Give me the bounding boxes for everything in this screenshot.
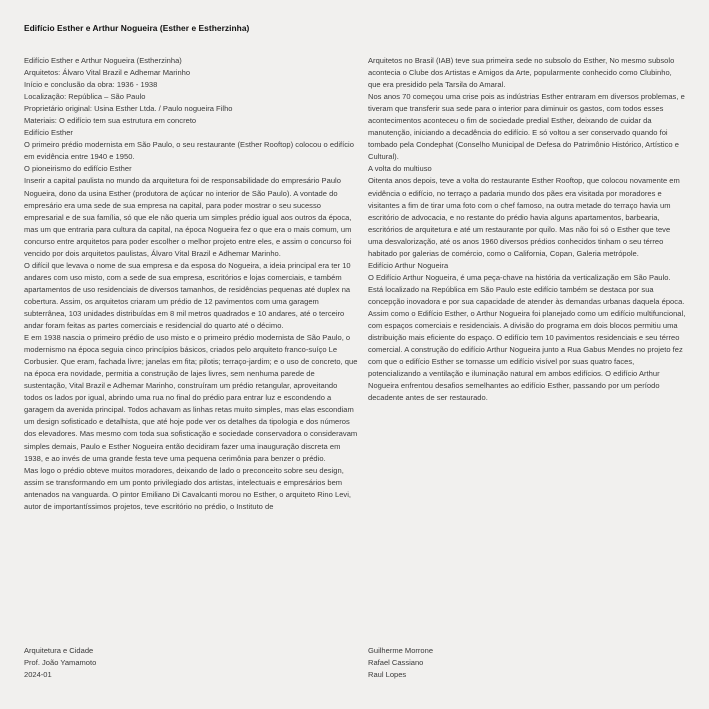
info-title: Edifício Esther e Arthur Nogueira (Estherzinha)	[24, 56, 182, 65]
section-heading: Edifício Esther	[24, 128, 73, 138]
right-text-column	[368, 55, 686, 404]
info-dates: Início e conclusão da obra: 1936 - 1938	[24, 80, 158, 90]
info-architects: Arquitetos: Álvaro Vital Brazil e Adhemar Marinho	[24, 68, 191, 78]
info-materials: Materiais: O edifício tem sua estrutura em concreto	[24, 116, 197, 126]
section-heading: O pioneirismo do edifício Esther	[24, 164, 132, 174]
info-location: Localização: República – São Paulo	[24, 92, 146, 102]
section-heading: Edifício Arthur Nogueira	[368, 260, 449, 270]
paragraph: Arquitetos no Brasil (IAB) teve sua primeira sede no subsolo do Esther, No mesmo subsolo acontecia o Clube dos Artistas e Amigos da Arte, popularmente conhecido como Clubinho, que era presidido pela Tarsila do Amaral.	[368, 56, 675, 90]
paragraph: O Edifício Arthur Nogueira, é uma peça-chave na história da verticalização em São Paulo. Está localizado na República em São Paulo este edifício também se destaca por sua concepção inovadora e por sua capacidade de atender às demandas urbanas daquela época. Assim como o Edifício Esther, o Arthur Nogueira foi planejado como um edifício multifuncional, com espaços comerciais e residenciais. A divisão do programa em dois blocos permitiu uma distribuição mais eficiente do espaço. O edifício tem 10 pavimentos residenciais e seu térreo comercial. A construção do edifício Arthur Nogueira junto a Rua Gabus Mendes no projeto fez com que o edifício Esther se tornasse um edifício visível por suas quatro faces, potencializando a ventilação e iluminação natural em ambos edifícios. O edifício Arthur Nogueira enfrentou desafios semelhantes ao edifício Esther, passando por um período decadente antes de ser restaurado.	[368, 272, 686, 403]
info-owner: Proprietário original: Usina Esther Ltda. / Paulo nogueira Filho	[24, 104, 233, 114]
paragraph: O primeiro prédio modernista em São Paulo, o seu restaurante (Esther Rooftop) colocou o edifício em evidência entre 1940 e 1950.	[24, 140, 354, 162]
author-name: Rafael Cassiano	[368, 658, 424, 668]
course-name: Arquitetura e Cidade	[24, 646, 94, 655]
professor-name: Prof. João Yamamoto	[24, 658, 97, 668]
left-text-column	[24, 55, 358, 513]
paragraph: O difícil que levava o nome de sua empresa e da esposa do Nogueira, a ideia principal era ter 10 andares com uso misto, com a sede de sua empresa, escritórios e lojas comerciais, e também apartamentos de uso residenciais de diversos tamanhos, de residências pequenas até duplex na cobertura. Assim, os arquitetos criaram um prédio de 12 pavimentos com uma garagem subterrânea, 103 unidades distribuídas em 8 mil metros quadrados e 10 andares, até o terceiro andar foram feitas as partes comerciais e residencial do quarto até o décimo.	[24, 260, 351, 331]
section-heading: A volta do multiuso	[368, 164, 432, 174]
course-info	[24, 645, 96, 682]
paragraph: Oitenta anos depois, teve a volta do restaurante Esther Rooftop, que colocou novamente em evidência o edifício, no terraço a padaria mundo dos pães era visitada por moradores e visitantes a fim de tirar uma foto com o chef famoso, na outra metade do terraço havia um escritório de advocacia, e no restante do prédio havia alguns apartamentos, barbearia, escritórios de arquitetura e até um restaurante por quilo. Mas não foi só o Esther que teve uma desvalorização, até os anos 1960 diversos prédios conhecidos tinham o seu térreo habitado por galerias de comércio, como o California, Copan, Galeria metrópole.	[368, 176, 680, 258]
paragraph: Mas logo o prédio obteve muitos moradores, deixando de lado o preconceito sobre seu design, assim se transformando em um ponto privilegiado dos artistas, intelectuais e empresários bem antenados na vanguarda. O pintor Emiliano Di Cavalcanti morou no Esther, o arquiteto Rino Levi, autor de importantíssimos projetos, teve escritório no prédio, o Instituto de	[24, 465, 352, 511]
paragraph: Nos anos 70 começou uma crise pois as indústrias Esther entraram em diversos problemas, e tiveram que transferir sua sede para o interior para diminuir os gastos, com todos esses acontecimentos aconteceu o fim de sociedade predial Esther, deixando de cuidar da manutenção, iniciando a decadência do edifício. E só voltou a ser conservado quando foi tombado pela Condephat (Conselho Municipal de Defesa do Patrimônio Histórico, Artístico e Cultural).	[368, 92, 685, 162]
paragraph: Inserir a capital paulista no mundo da arquitetura foi de responsabilidade do empresário Paulo Nogueira, dono da usina Esther (produtora de açúcar no interior de São Paulo). A vontade do empresário era uma sede de sua empresa na capital, para poder mostrar o seu sucesso empresarial e de sua família, só que ele não queria um simples prédio igual aos outros da época, mas um que entraria para cultura da capital, na época Nogueira fez o que era o mais comum, um concurso entre arquitetos para poder escolher o melhor projeto entre eles, e assim o concurso foi vencido por dois arquitetos paulistas, Álvaro Vital Brazil e Adhemar Marinho.	[24, 176, 352, 258]
paragraph: E em 1938 nascia o primeiro prédio de uso misto e o primeiro prédio modernista de São Paulo, o modernismo na época seguia cinco princípios básicos, criados pelo arquiteto franco-suíço Le Corbusier. Que eram, fachada livre; janelas em fita; pilotis; terraço-jardim; e o uso de concreto, que na época era novidade, permitia a construção de lajes livres, sem nenhuma parede de sustentação, Vital Brazil e Adhemar Marinho, construíram um prédio retangular, aproveitando todos os lados por igual, abrindo uma rua no final do prédio para entrar luz e escondendo a garagem da avenida principal. Todos achavam as linhas retas muito simples, mas elas escondiam um design sofisticado e detalhista, que até hoje pode ver os detalhes da tipologia e dos números dos elevadores. Mas mesmo com toda sua sofisticação e sociedade conservadora o consideravam simples demais, Paulo e Esther Nogueira então decidiram fazer uma inauguração discreta em 1938, e ao invés de uma grande festa teve uma pequena cerimônia para benzer o prédio.	[24, 333, 358, 463]
semester: 2024-01	[24, 670, 52, 680]
page-title: Edifício Esther e Arthur Nogueira (Esther e Estherzinha)	[24, 23, 250, 33]
author-name: Guilherme Morrone	[368, 646, 434, 655]
author-name: Raul Lopes	[368, 670, 407, 680]
authors	[368, 645, 433, 682]
